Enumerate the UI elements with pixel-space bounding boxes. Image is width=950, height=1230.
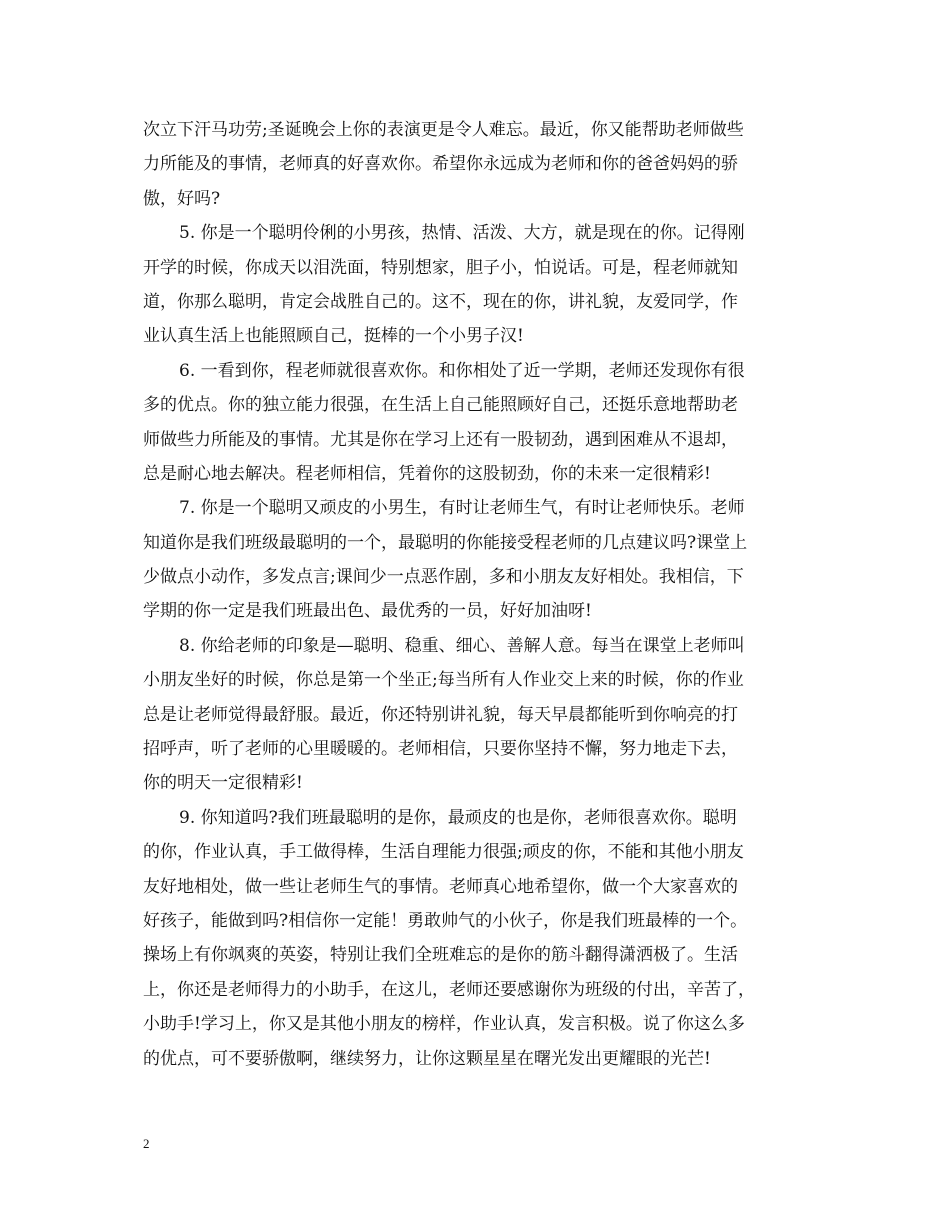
text-line: 师做些力所能及的事情。尤其是你在学习上还有一股韧劲，遇到困难从不退却，	[143, 429, 738, 450]
text-line: 总是耐心地去解决。程老师相信，凭着你的这股韧劲，你的未来一定很精彩!	[143, 463, 711, 484]
page-number: 2	[143, 1136, 150, 1151]
text-line: 学期的你一定是我们班最出色、最优秀的一员，好好加油呀!	[143, 601, 592, 622]
text-line: 次立下汗马功劳;圣诞晚会上你的表演更是令人难忘。最近，你又能帮助老师做些	[143, 120, 744, 140]
paragraph-start-line: 8. 你给老师的印象是—聪明、稳重、细心、善解人意。每当在课堂上老师叫	[179, 635, 745, 656]
text-line: 总是让老师觉得最舒服。最近，你还特别讲礼貌，每天早晨都能听到你响亮的打	[143, 704, 738, 725]
text-line: 你的明天一定很精彩!	[143, 773, 303, 794]
text-line: 友好地相处，做一些让老师生气的事情。老师真心地希望你，做一个大家喜欢的	[143, 876, 738, 897]
text-line: 道，你那么聪明，肯定会战胜自己的。这不，现在的你，讲礼貌，友爱同学，作	[143, 291, 738, 312]
paragraph-start-line: 9. 你知道吗?我们班最聪明的是你，最顽皮的也是你，老师很喜欢你。聪明	[179, 807, 737, 828]
text-line: 开学的时候，你成天以泪洗面，特别想家，胆子小，怕说话。可是，程老师就知	[143, 257, 738, 278]
text-line: 业认真生活上也能照顾自己，挺棒的一个小男子汉!	[143, 326, 524, 347]
text-line: 好孩子，能做到吗?相信你一定能！勇敢帅气的小伙子，你是我们班最棒的一个。	[143, 910, 748, 931]
document-body	[143, 113, 813, 1076]
text-line: 傲，好吗?	[143, 188, 221, 209]
text-line: 少做点小动作，多发点言;课间少一点恶作剧，多和小朋友友好相处。我相信，下	[143, 567, 744, 588]
text-line: 小助手!学习上，你又是其他小朋友的榜样，作业认真，发言积极。说了你这么多	[143, 1014, 745, 1035]
text-line: 的你，作业认真，手工做得棒，生活自理能力很强;顽皮的你，不能和其他小朋友	[143, 842, 744, 863]
text-line: 小朋友坐好的时候，你总是第一个坐正;每当所有人作业交上来的时候，你的作业	[143, 670, 744, 691]
text-line: 操场上有你飒爽的英姿，特别让我们全班难忘的是你的筋斗翻得潇洒极了。生活	[143, 945, 738, 966]
text-line: 知道你是我们班级最聪明的一个，最聪明的你能接受程老师的几点建议吗?课堂上	[143, 532, 748, 553]
text-line: 上，你还是老师得力的小助手，在这儿，老师还要感谢你为班级的付出，辛苦了，	[143, 979, 755, 1000]
text-line: 多的优点。你的独立能力很强，在生活上自己能照顾好自己，还挺乐意地帮助老	[143, 395, 738, 416]
paragraph-start-line: 5. 你是一个聪明伶俐的小男孩，热情、活泼、大方，就是现在的你。记得刚	[179, 223, 745, 244]
text-line: 招呼声，听了老师的心里暖暖的。老师相信，只要你坚持不懈，努力地走下去，	[143, 739, 738, 760]
paragraph-start-line: 7. 你是一个聪明又顽皮的小男生，有时让老师生气，有时让老师快乐。老师	[179, 498, 745, 519]
text-line: 力所能及的事情，老师真的好喜欢你。希望你永远成为老师和你的爸爸妈妈的骄	[143, 154, 738, 175]
paragraph-start-line: 6. 一看到你，程老师就很喜欢你。和你相处了近一学期，老师还发现你有很	[179, 360, 745, 381]
text-line: 的优点，可不要骄傲啊，继续努力，让你这颗星星在曙光发出更耀眼的光芒!	[143, 1048, 711, 1069]
